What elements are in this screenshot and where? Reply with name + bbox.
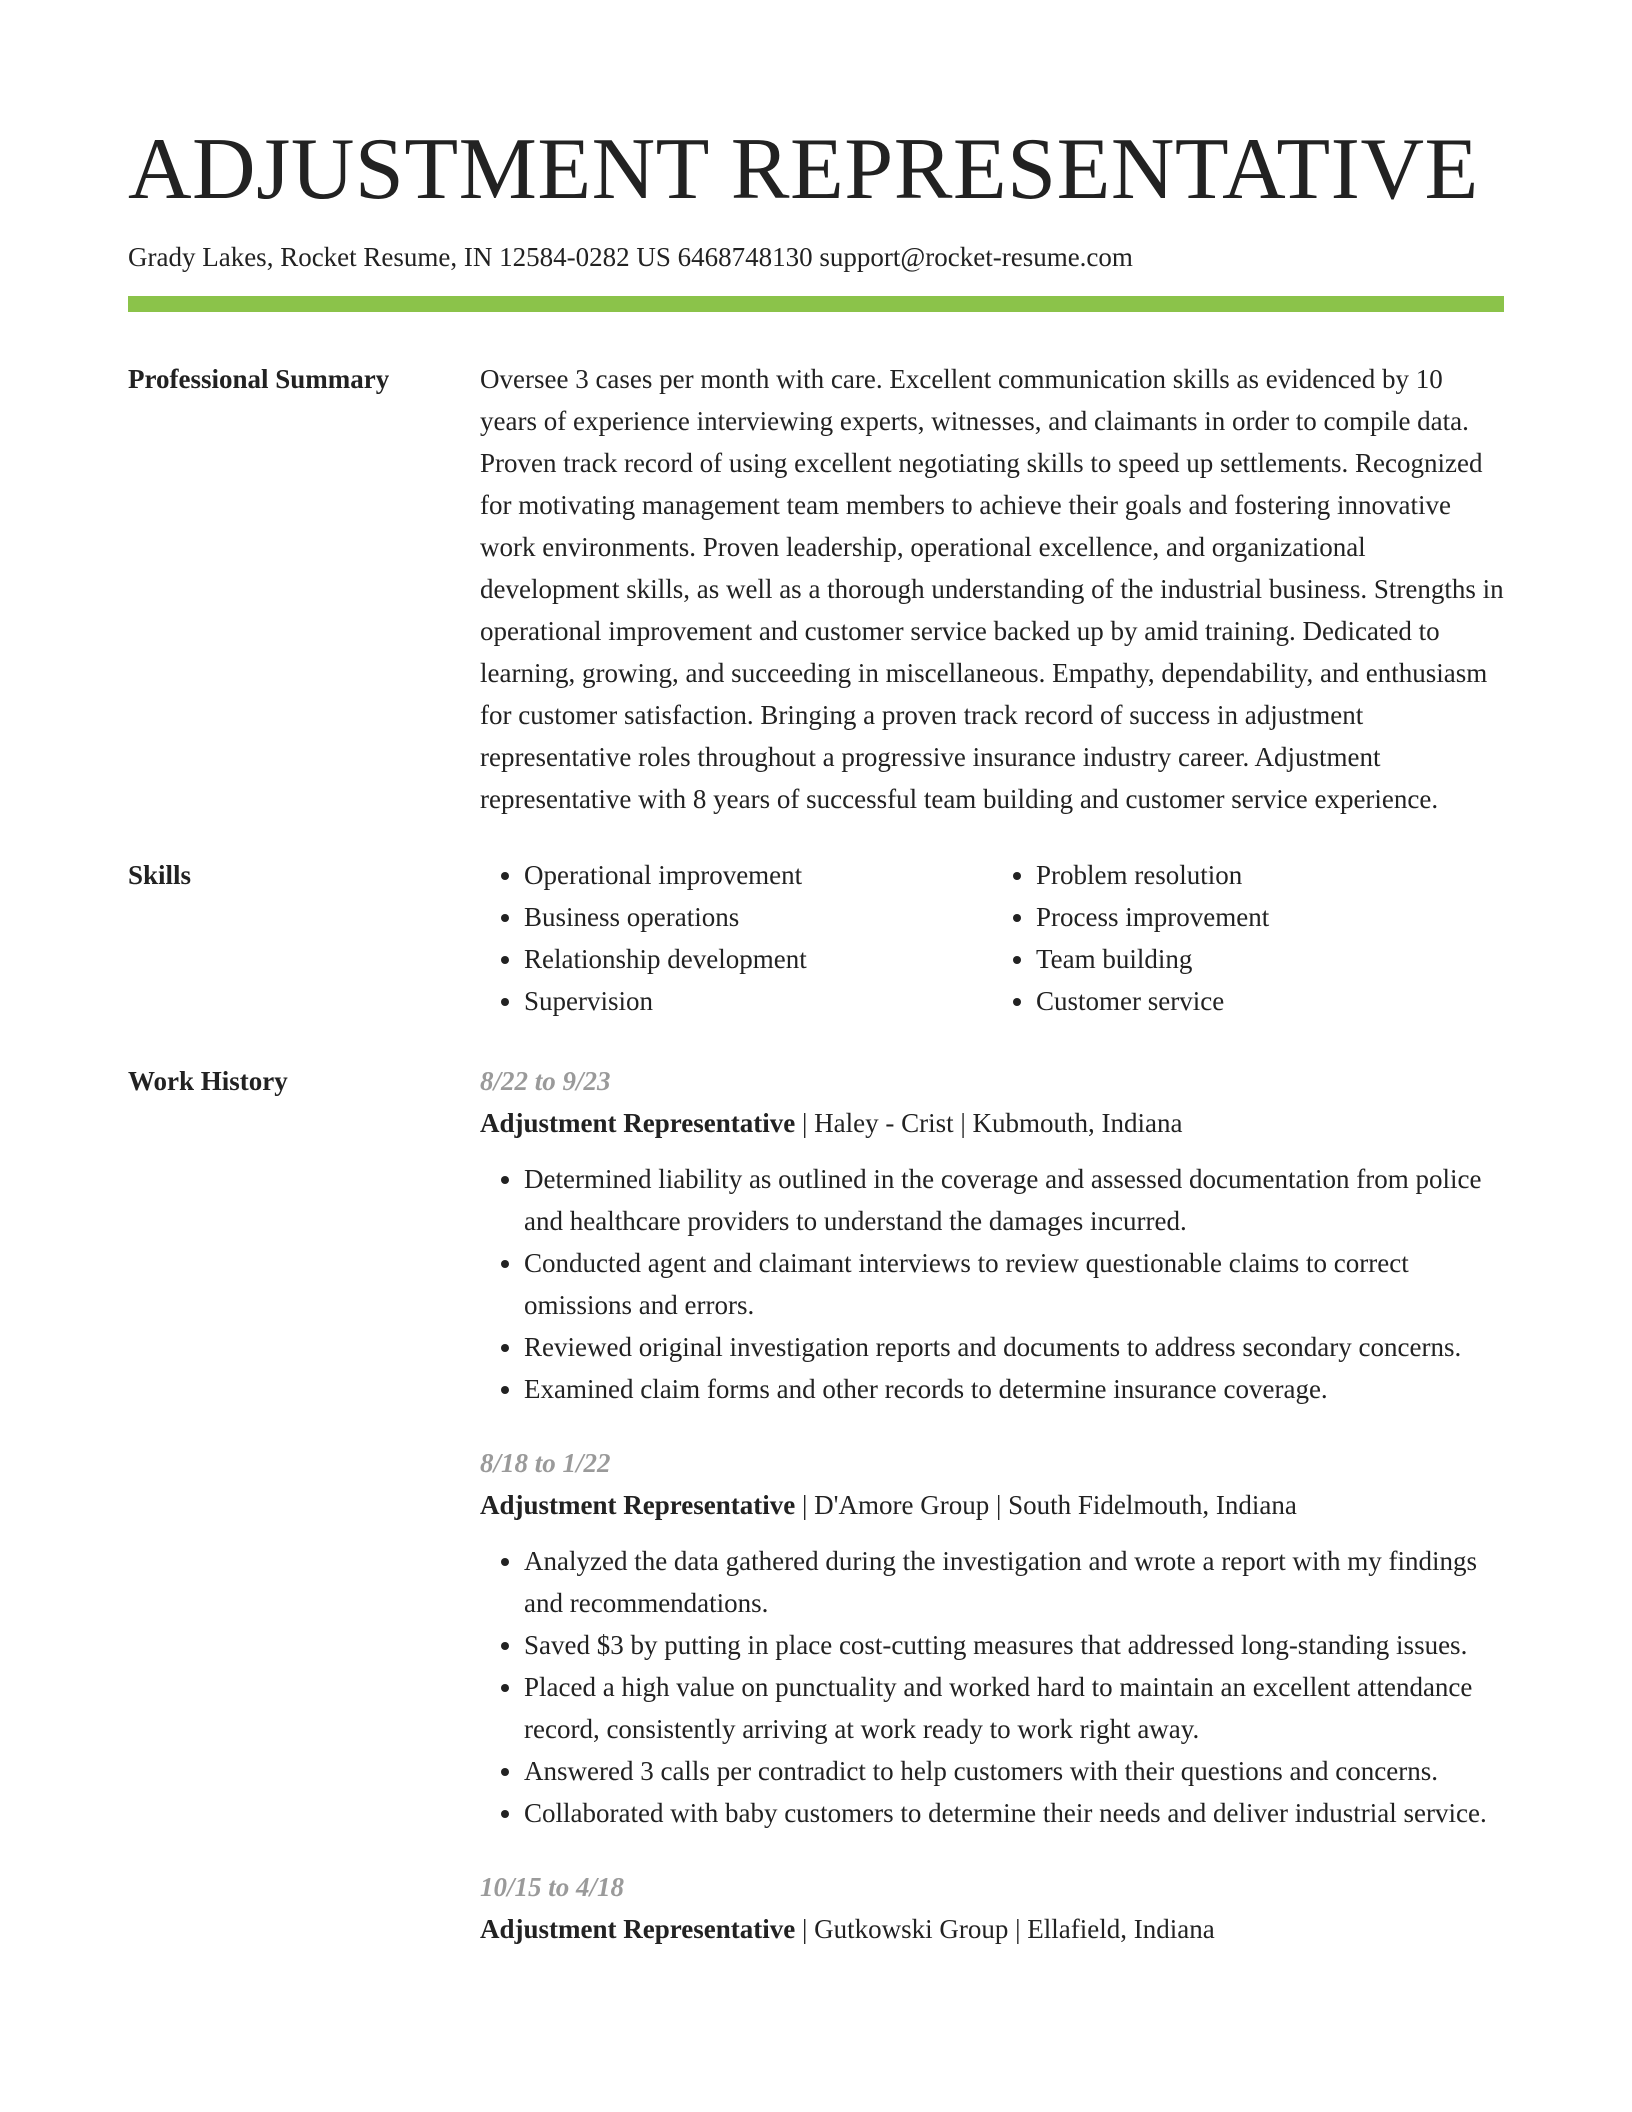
section-label-summary: Professional Summary [128, 364, 390, 394]
job-dates: 8/18 to 1/22 [480, 1448, 611, 1478]
skill-item: • Problem resolution [1036, 854, 1504, 896]
skill-item: • Customer service [1036, 980, 1504, 1022]
job-entry [480, 1060, 1504, 1410]
job-bullet: • Answered 3 calls per contradict to help customers with their questions and concerns. [524, 1750, 1504, 1792]
job-details: | D'Amore Group | South Fidelmouth, Indiana [795, 1490, 1297, 1520]
job-bullet: • Collaborated with baby customers to determine their needs and deliver industrial service. [524, 1792, 1504, 1834]
resume-title: ADJUSTMENT REPRESENTATIVE [128, 121, 1479, 218]
skills-column-left [480, 854, 992, 1022]
job-heading [480, 1908, 1504, 1950]
job-details: | Haley - Crist | Kubmouth, Indiana [795, 1108, 1183, 1138]
skills-grid [480, 854, 1504, 1022]
job-bullets [480, 1540, 1504, 1834]
summary-text: Oversee 3 cases per month with care. Excellent communication skills as evidenced by 10 years of experience interviewing experts, witnesses, and claimants in order to compile data. Proven track record of using excellent negotiating skills to speed up settlements. Recognized for motivating management team members to achieve their goals and fostering innovative work environments. Proven leadership, operational excellence, and organizational development skills, as well as a thorough understanding of the industrial business. Strengths in operational improvement and customer service backed up by amid training. Dedicated to learning, growing, and succeeding in miscellaneous. Empathy, dependability, and enthusiasm for customer satisfaction. Bringing a proven track record of success in adjustment representative roles throughout a progressive insurance industry career. Adjustment representative with 8 years of successful team building and customer service experience. [480, 364, 1504, 814]
skill-item: • Supervision [524, 980, 992, 1022]
job-bullet: • Determined liability as outlined in the coverage and assessed documentation from police and healthcare providers to understand the damages incurred. [524, 1158, 1504, 1242]
work-history-section [128, 1060, 1504, 1950]
job-bullet: • Saved $3 by putting in place cost-cutting measures that addressed long-standing issues. [524, 1624, 1504, 1666]
contact-line: Grady Lakes, Rocket Resume, IN 12584-0282 US 6468748130 support@rocket-resume.com [128, 242, 1133, 272]
skill-item: • Relationship development [524, 938, 992, 980]
header-accent-rule [128, 296, 1504, 312]
work-history-content [480, 1060, 1504, 1950]
summary-content [480, 358, 1504, 820]
job-dates: 8/22 to 9/23 [480, 1066, 611, 1096]
section-label-skills: Skills [128, 860, 192, 890]
skill-item: • Team building [1036, 938, 1504, 980]
job-entry [480, 1866, 1504, 1950]
skill-item: • Operational improvement [524, 854, 992, 896]
resume-page [128, 0, 1504, 1950]
skills-column-right [992, 854, 1504, 1022]
job-title: Adjustment Representative [480, 1108, 796, 1138]
skills-content [480, 854, 1504, 1022]
job-details: | Gutkowski Group | Ellafield, Indiana [795, 1914, 1215, 1944]
section-label-work: Work History [128, 1066, 288, 1096]
job-title: Adjustment Representative [480, 1490, 796, 1520]
skill-item: • Business operations [524, 896, 992, 938]
professional-summary-section [128, 358, 1504, 820]
job-title: Adjustment Representative [480, 1914, 796, 1944]
skill-item: • Process improvement [1036, 896, 1504, 938]
job-heading [480, 1484, 1504, 1526]
job-bullet: • Conducted agent and claimant interviews to review questionable claims to correct omissions and errors. [524, 1242, 1504, 1326]
skills-section [128, 854, 1504, 1022]
job-bullet: • Analyzed the data gathered during the investigation and wrote a report with my findings and recommendations. [524, 1540, 1504, 1624]
job-heading [480, 1102, 1504, 1144]
job-bullet: • Examined claim forms and other records to determine insurance coverage. [524, 1368, 1504, 1410]
job-bullet: • Reviewed original investigation reports and documents to address secondary concerns. [524, 1326, 1504, 1368]
job-dates: 10/15 to 4/18 [480, 1872, 625, 1902]
job-bullets [480, 1158, 1504, 1410]
job-entry [480, 1442, 1504, 1834]
job-bullet: • Placed a high value on punctuality and worked hard to maintain an excellent attendance record, consistently arriving at work ready to work right away. [524, 1666, 1504, 1750]
